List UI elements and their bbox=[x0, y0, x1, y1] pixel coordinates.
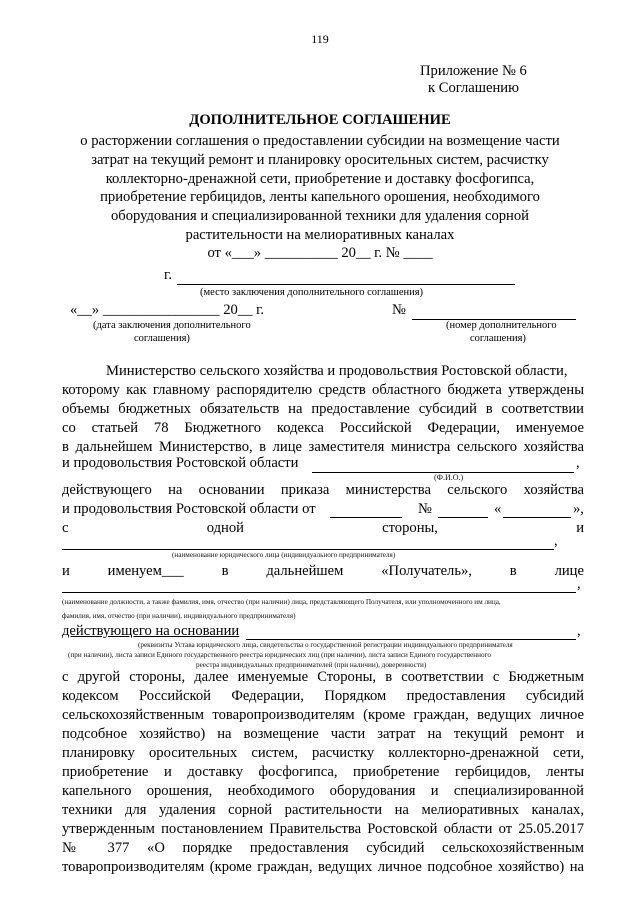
organization-field[interactable] bbox=[62, 549, 554, 550]
place-caption: (место заключения дополнительного соглашения) bbox=[200, 287, 424, 298]
side-word: одной bbox=[206, 520, 244, 536]
date-caption-2: соглашения) bbox=[134, 333, 190, 344]
paragraph-2-line: приобретение и доставку фосфогипса, приобретение гербицидов, ленты bbox=[62, 764, 584, 780]
paragraph-1-line: которому как главному распорядителю средств областного бюджета утверждены bbox=[62, 382, 584, 398]
named-word: в bbox=[509, 563, 517, 579]
paragraph-1-line: со статьей 78 Бюджетного кодекса Российской Федерации, именуемое bbox=[62, 420, 584, 436]
paragraph-2-line: подсобное хозяйство) на возмещение части затрат на текущий ремонт и bbox=[62, 726, 584, 742]
paragraph-1-line: Министерство сельского хозяйства и продовольствия Ростовской области, bbox=[106, 363, 568, 379]
order-line-1: действующего на основании приказа министерства сельского хозяйства bbox=[62, 482, 584, 498]
basis-field[interactable] bbox=[246, 639, 576, 640]
title-line: оборудования и специализированной техники для удаления сорной bbox=[111, 208, 529, 225]
organization-suffix: , bbox=[554, 533, 558, 549]
paragraph-2-line: кодексом Российской Федерации, Порядком предоставления субсидий bbox=[62, 688, 584, 704]
document-heading: ДОПОЛНИТЕЛЬНОЕ СОГЛАШЕНИЕ bbox=[189, 112, 451, 128]
named-word: и bbox=[62, 563, 70, 579]
agreement-date: «__» ________________ 20__ г. bbox=[70, 302, 265, 318]
basis-caption-1: (реквизиты Устава юридического лица, свидетельства о государственной регистрации индивидуального предпринимателя bbox=[138, 641, 513, 649]
representative-field[interactable] bbox=[62, 592, 576, 593]
title-line: приобретение гербицидов, ленты капельного орошения, необходимого bbox=[100, 189, 540, 206]
representative-suffix: , bbox=[577, 576, 581, 592]
paragraph-2-line: товаропроизводителям (кроме граждан, ведущих личное подсобное хозяйство) на bbox=[62, 859, 584, 875]
order-date-field[interactable] bbox=[330, 517, 402, 518]
title-date-line: от «___» __________ 20__ г. № ____ bbox=[207, 245, 433, 261]
named-word: дальнейшем bbox=[266, 563, 344, 579]
basis-caption-3: реестра индивидуальных предпринимателей (при наличии), доверенности) bbox=[196, 661, 427, 669]
paragraph-1-line: объемы бюджетных обязательств на предоставление субсидий в соответствии bbox=[62, 401, 584, 417]
organization-caption: (наименование юридического лица (индивидуального предпринимателя) bbox=[172, 551, 396, 559]
side-word: и bbox=[576, 520, 584, 536]
title-subject bbox=[0, 132, 640, 245]
place-field[interactable] bbox=[177, 284, 515, 285]
named-word: «Получатель», bbox=[381, 563, 472, 579]
appendix-line-2: к Соглашению bbox=[428, 80, 520, 96]
named-word: в bbox=[221, 563, 229, 579]
basis-suffix: , bbox=[577, 623, 581, 639]
representative-caption-2: фамилия, имя, отчество (при наличии), индивидуального предпринимателя) bbox=[62, 612, 296, 620]
paragraph-2-line: техники для удаления сорной растительности на мелиоративных каналах, bbox=[62, 802, 584, 818]
order-number-prefix: № bbox=[418, 501, 432, 517]
paragraph-2-line: утвержденным постановлением Правительства Ростовской области от 25.05.2017 bbox=[62, 821, 584, 837]
date-caption-1: (дата заключения дополнительного bbox=[93, 320, 251, 331]
order-number-field[interactable] bbox=[438, 517, 488, 518]
place-prefix: г. bbox=[164, 267, 172, 283]
basis-label: действующего на основании bbox=[62, 623, 240, 639]
representative-caption-1: (наименование должности, а также фамилия, имя, отчество (при наличии) лица, представляющего Получателя, или уполномоченного им лица, bbox=[62, 598, 501, 606]
order-title-field[interactable] bbox=[503, 517, 571, 518]
side-word: стороны, bbox=[382, 520, 438, 536]
title-line: затрат на текущий ремонт и планировку оросительных систем, расчистку bbox=[91, 151, 549, 168]
basis-caption-2: (при наличии), листа записи Единого государственного реестра юридических лиц (при наличии), листа записи Единого государственного bbox=[68, 651, 491, 659]
named-word: лице bbox=[554, 563, 584, 579]
fio-caption: (Ф.И.О.) bbox=[434, 473, 464, 482]
title-line: растительности на мелиоративных каналах bbox=[185, 226, 455, 243]
paragraph-2-line: № 377 «О порядке предоставления субсидий сельскохозяйственным bbox=[62, 840, 584, 856]
paragraph-2-line: сельскохозяйственным товаропроизводителям (кроме граждан, ведущих личное bbox=[62, 707, 584, 723]
title-line: коллекторно-дренажной сети, приобретение и доставку фосфогипса, bbox=[105, 170, 535, 187]
named-line bbox=[62, 563, 584, 580]
side-word: с bbox=[62, 520, 69, 536]
paragraph-2-line: капельного орошения, необходимого оборудования и специализированной bbox=[62, 783, 584, 799]
agreement-number-prefix: № bbox=[392, 302, 406, 318]
order-quote-close: », bbox=[573, 501, 584, 517]
number-caption-2: соглашения) bbox=[470, 333, 526, 344]
paragraph-2-line: планировку оросительных систем, расчистку коллекторно-дренажной сети, bbox=[62, 745, 584, 761]
named-word: именуем___ bbox=[107, 563, 184, 579]
title-line: о расторжении соглашения о предоставлении субсидии на возмещение части bbox=[80, 133, 560, 149]
side-line bbox=[62, 520, 584, 537]
paragraph-1-last: и продовольствия Ростовской области bbox=[62, 455, 299, 471]
number-caption-1: (номер дополнительного bbox=[446, 320, 557, 331]
page-number: 119 bbox=[311, 32, 329, 46]
paragraph-1-line: в дальнейшем Министерство, в лице заместителя министра сельского хозяйства bbox=[62, 439, 584, 455]
deputy-fio-suffix: , bbox=[576, 455, 580, 471]
paragraph-2-line: с другой стороны, далее именуемые Стороны, в соответствии с Бюджетным bbox=[62, 669, 584, 685]
order-quote-open: « bbox=[494, 501, 502, 517]
appendix-line-1: Приложение № 6 bbox=[420, 63, 527, 79]
order-line-2-start: и продовольствия Ростовской области от bbox=[62, 501, 316, 517]
